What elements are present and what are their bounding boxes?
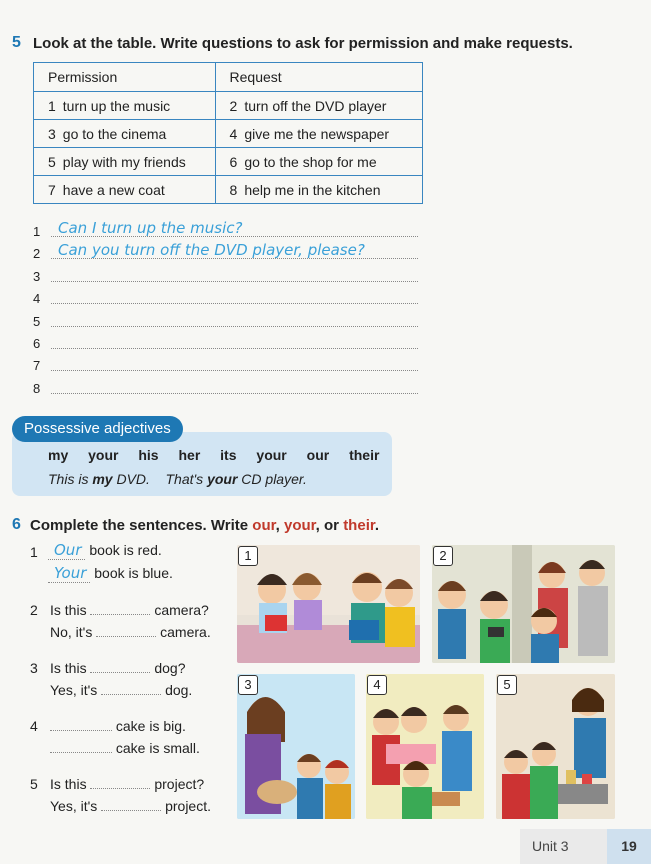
sentence-text: camera.	[160, 624, 211, 640]
sentence-text: No, it's	[50, 624, 93, 640]
illustration	[237, 545, 420, 663]
table-row	[34, 120, 423, 148]
sentence-3a	[50, 660, 186, 676]
item-number: 5	[30, 776, 38, 792]
possessive-word: her	[178, 447, 201, 463]
page-number: 19	[607, 829, 651, 864]
permission-cell: go to the cinema	[62, 125, 167, 142]
row-number: 1	[48, 97, 56, 114]
answer-line-6[interactable]	[33, 331, 418, 351]
sentence-text: Is this	[50, 602, 87, 618]
answer-number: 4	[33, 291, 41, 306]
illustration	[496, 674, 615, 819]
possessive-word: your	[256, 447, 287, 463]
picture-label: 2	[433, 546, 453, 566]
answer-number: 6	[33, 336, 41, 351]
answer-line-1[interactable]	[33, 219, 418, 239]
table-header-request: Request	[215, 63, 422, 92]
picture-1-kids-reading	[237, 545, 420, 663]
answer-number: 5	[33, 314, 41, 329]
illustration	[237, 674, 355, 819]
row-number: 3	[48, 125, 56, 142]
answer-number: 1	[33, 224, 41, 239]
sentence-text: Is this	[50, 660, 87, 676]
request-cell: turn off the DVD player	[244, 97, 387, 114]
sentence-text: book is red.	[89, 542, 162, 558]
answer-number: 3	[33, 269, 41, 284]
picture-label: 4	[367, 675, 387, 695]
row-number: 6	[229, 153, 238, 170]
possessive-adjectives-title: Possessive adjectives	[12, 416, 183, 442]
instruction-text: ,	[275, 517, 284, 534]
possessive-examples	[48, 471, 307, 487]
blank-input[interactable]	[101, 682, 161, 695]
word-your: your	[283, 517, 316, 534]
row-number: 7	[48, 181, 56, 198]
row-number: 4	[229, 125, 238, 142]
possessive-word: your	[88, 447, 119, 463]
filled-answer[interactable]: Your	[48, 564, 90, 583]
example-bold: my	[92, 471, 113, 487]
possessive-word-list	[48, 447, 395, 463]
sentence-4a	[50, 718, 186, 734]
page-footer	[520, 829, 651, 864]
possessive-word: our	[306, 447, 330, 463]
item-number: 3	[30, 660, 38, 676]
sentence-1b	[48, 564, 173, 582]
answer-line-5[interactable]	[33, 309, 418, 329]
sentence-5b	[50, 798, 211, 814]
row-number: 8	[229, 181, 238, 198]
table-row	[34, 176, 423, 204]
sentence-2a	[50, 602, 209, 618]
answer-line-4[interactable]	[33, 286, 418, 306]
answer-line-3[interactable]	[33, 264, 418, 284]
sentence-text: cake is big.	[115, 718, 186, 734]
blank-input[interactable]	[50, 740, 112, 753]
possessive-word: his	[138, 447, 159, 463]
answer-text: Can I turn up the music?	[58, 219, 243, 237]
possessive-word: its	[220, 447, 237, 463]
illustration	[366, 674, 484, 819]
word-their: their	[343, 517, 375, 534]
exercise-6-number: 6	[12, 516, 21, 533]
example-text: That's	[165, 471, 208, 487]
possessive-word: my	[48, 447, 69, 463]
sentence-text: Yes, it's	[50, 682, 98, 698]
sentence-2b	[50, 624, 211, 640]
sentence-text: book is blue.	[94, 565, 173, 581]
blank-input[interactable]	[101, 798, 161, 811]
blank-input[interactable]	[96, 624, 156, 637]
blank-input[interactable]	[90, 602, 150, 615]
picture-5-project	[496, 674, 615, 819]
sentence-text: project.	[165, 798, 211, 814]
illustration	[432, 545, 615, 663]
example-text: CD player.	[237, 471, 307, 487]
item-number: 2	[30, 602, 38, 618]
request-cell: help me in the kitchen	[244, 181, 381, 198]
permission-cell: play with my friends	[62, 153, 186, 170]
answer-text: Can you turn off the DVD player, please?	[58, 241, 365, 259]
blank-input[interactable]	[90, 660, 150, 673]
picture-3-dog	[237, 674, 355, 819]
sentence-text: Is this	[50, 776, 87, 792]
example-text: This is	[48, 471, 93, 487]
table-row	[34, 148, 423, 176]
exercise-6-instruction	[30, 517, 379, 534]
picture-label: 5	[497, 675, 517, 695]
item-number: 1	[30, 544, 38, 560]
possessive-word: their	[349, 447, 380, 463]
filled-answer[interactable]: Our	[48, 541, 85, 560]
sentence-text: Yes, it's	[50, 798, 98, 814]
row-number: 5	[48, 153, 56, 170]
sentence-text: dog?	[154, 660, 186, 676]
sentence-3b	[50, 682, 192, 698]
request-cell: give me the newspaper	[244, 125, 390, 142]
item-number: 4	[30, 718, 38, 734]
sentence-text: dog.	[165, 682, 193, 698]
sentence-1a	[48, 541, 162, 559]
sentence-text: camera?	[154, 602, 209, 618]
instruction-text: , or	[315, 517, 344, 534]
permission-request-table	[33, 62, 423, 204]
answer-number: 8	[33, 381, 41, 396]
sentence-4b	[50, 740, 200, 756]
instruction-text: Complete the sentences. Write	[30, 517, 253, 534]
sentence-text: project?	[154, 776, 205, 792]
unit-label: Unit 3	[532, 838, 569, 854]
word-our: our	[252, 517, 276, 534]
answer-number: 7	[33, 358, 41, 373]
picture-label: 1	[238, 546, 258, 566]
answer-line-8[interactable]	[33, 376, 418, 396]
example-text: DVD.	[112, 471, 150, 487]
blank-input[interactable]	[50, 718, 112, 731]
picture-2-kids-camera	[432, 545, 615, 663]
request-cell: go to the shop for me	[244, 153, 377, 170]
picture-label: 3	[238, 675, 258, 695]
blank-input[interactable]	[90, 776, 150, 789]
answer-line-7[interactable]	[33, 353, 418, 373]
exercise-5-instruction: Look at the table. Write questions to ask for permission and make requests.	[33, 35, 573, 52]
example-bold: your	[207, 471, 238, 487]
instruction-text: .	[374, 517, 380, 534]
row-number: 2	[229, 97, 238, 114]
exercise-5-number: 5	[12, 34, 21, 51]
picture-4-cake	[366, 674, 484, 819]
table-header-permission: Permission	[34, 63, 216, 92]
answer-line-2[interactable]	[33, 241, 418, 261]
permission-cell: turn up the music	[62, 97, 171, 114]
answer-number: 2	[33, 246, 41, 261]
permission-cell: have a new coat	[62, 181, 165, 198]
sentence-text: cake is small.	[115, 740, 200, 756]
table-row	[34, 92, 423, 120]
sentence-5a	[50, 776, 204, 792]
